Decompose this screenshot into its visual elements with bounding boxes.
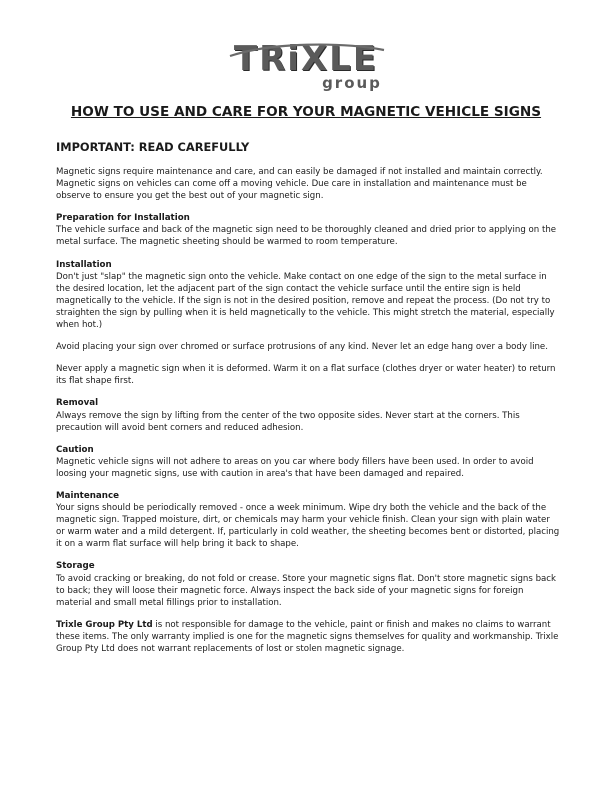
content (56, 166, 561, 665)
section-body: Magnetic vehicle signs will not adhere to areas on you car where body fillers have been used. In order to avoid loosing your magnetic signs, use with caution in area's that have been damaged and repaired. (56, 456, 534, 479)
page-title: HOW TO USE AND CARE FOR YOUR MAGNETIC VEHICLE SIGNS (70, 104, 542, 120)
section-removal (56, 397, 561, 433)
section-storage (56, 560, 561, 608)
section-heading: Caution (56, 444, 94, 455)
logo-sub: group (322, 74, 382, 92)
section-maintenance (56, 490, 561, 550)
section-caution (56, 444, 561, 480)
section-installation (56, 259, 561, 332)
disclaimer-paragraph (56, 619, 561, 655)
logo-word: TRiXLE (233, 39, 379, 79)
disclaimer-text: is not responsible for damage to the vehicle, paint or finish and makes no claims to warrant these items. The only warranty implied is one for the magnetic signs themselves for quality and workmanship. Trixle Group Pty Ltd does not warrant replacements of lost or stolen magnetic signage. (56, 619, 559, 654)
company-name: Trixle Group Pty Ltd (56, 619, 153, 630)
section-body: To avoid cracking or breaking, do not fold or crease. Store your magnetic signs flat. Don't store magnetic signs back to back; they will loose their magnetic force. Always inspect the back side of your magnetic signs for foreign material and small metal fillings prior to installation. (56, 573, 557, 608)
section-body: Your signs should be periodically removed - once a week minimum. Wipe dry both the vehicle and the back of the magnetic sign. Trapped moisture, dirt, or chemicals may harm your vehicle finish. Clean your sign with plain water or warm water and a mild detergent. If, particularly in cold weather, the sheeting becomes bent or distorted, placing it on a warm flat surface will help bring it back to shape. (56, 503, 560, 550)
section-heading: Removal (56, 398, 99, 409)
section-heading: Maintenance (56, 490, 119, 501)
important-heading: IMPORTANT: READ CAREFULLY (56, 140, 250, 154)
intro-paragraph: Magnetic signs require maintenance and care, and can easily be damaged if not installed and maintain correctly. Magnetic signs on vehicles can come off a moving vehicle. Due care in installation and maintenance must be observe to ensure you get the best out of your magnetic sign. (56, 167, 543, 202)
section-heading: Storage (56, 561, 95, 572)
section-preparation (56, 212, 561, 248)
section-body: Always remove the sign by lifting from the center of the two opposite sides. Never start at the corners. This precaution will avoid bent corners and reduced adhesion. (56, 410, 520, 433)
section-heading: Installation (56, 259, 112, 270)
trixle-logo (0, 39, 612, 92)
section-body: The vehicle surface and back of the magnetic sign need to be thoroughly cleaned and dried prior to applying on the metal surface. The magnetic sheeting should be warmed to room temperature. (56, 225, 557, 248)
logo-swoosh-icon (222, 42, 392, 58)
section-body: Don't just "slap" the magnetic sign onto the vehicle. Make contact on one edge of the sign to the metal surface in the desired location, let the adjacent part of the sign contact the vehicle surface until the entire sign is held magnetically to the vehicle. If the sign is not in the desired position, remove and repeat the process. (Do not try to straighten the sign by pulling when it is held magnetically to the vehicle. This might stretch the material, especially when hot.) (56, 271, 555, 331)
installation-paragraph-2: Avoid placing your sign over chromed or surface protrusions of any kind. Never let an edge hang over a body line. (56, 342, 548, 353)
section-heading: Preparation for Installation (56, 213, 190, 224)
installation-paragraph-3: Never apply a magnetic sign when it is deformed. Warm it on a flat surface (clothes dryer or water heater) to return its flat shape first. (56, 364, 556, 387)
